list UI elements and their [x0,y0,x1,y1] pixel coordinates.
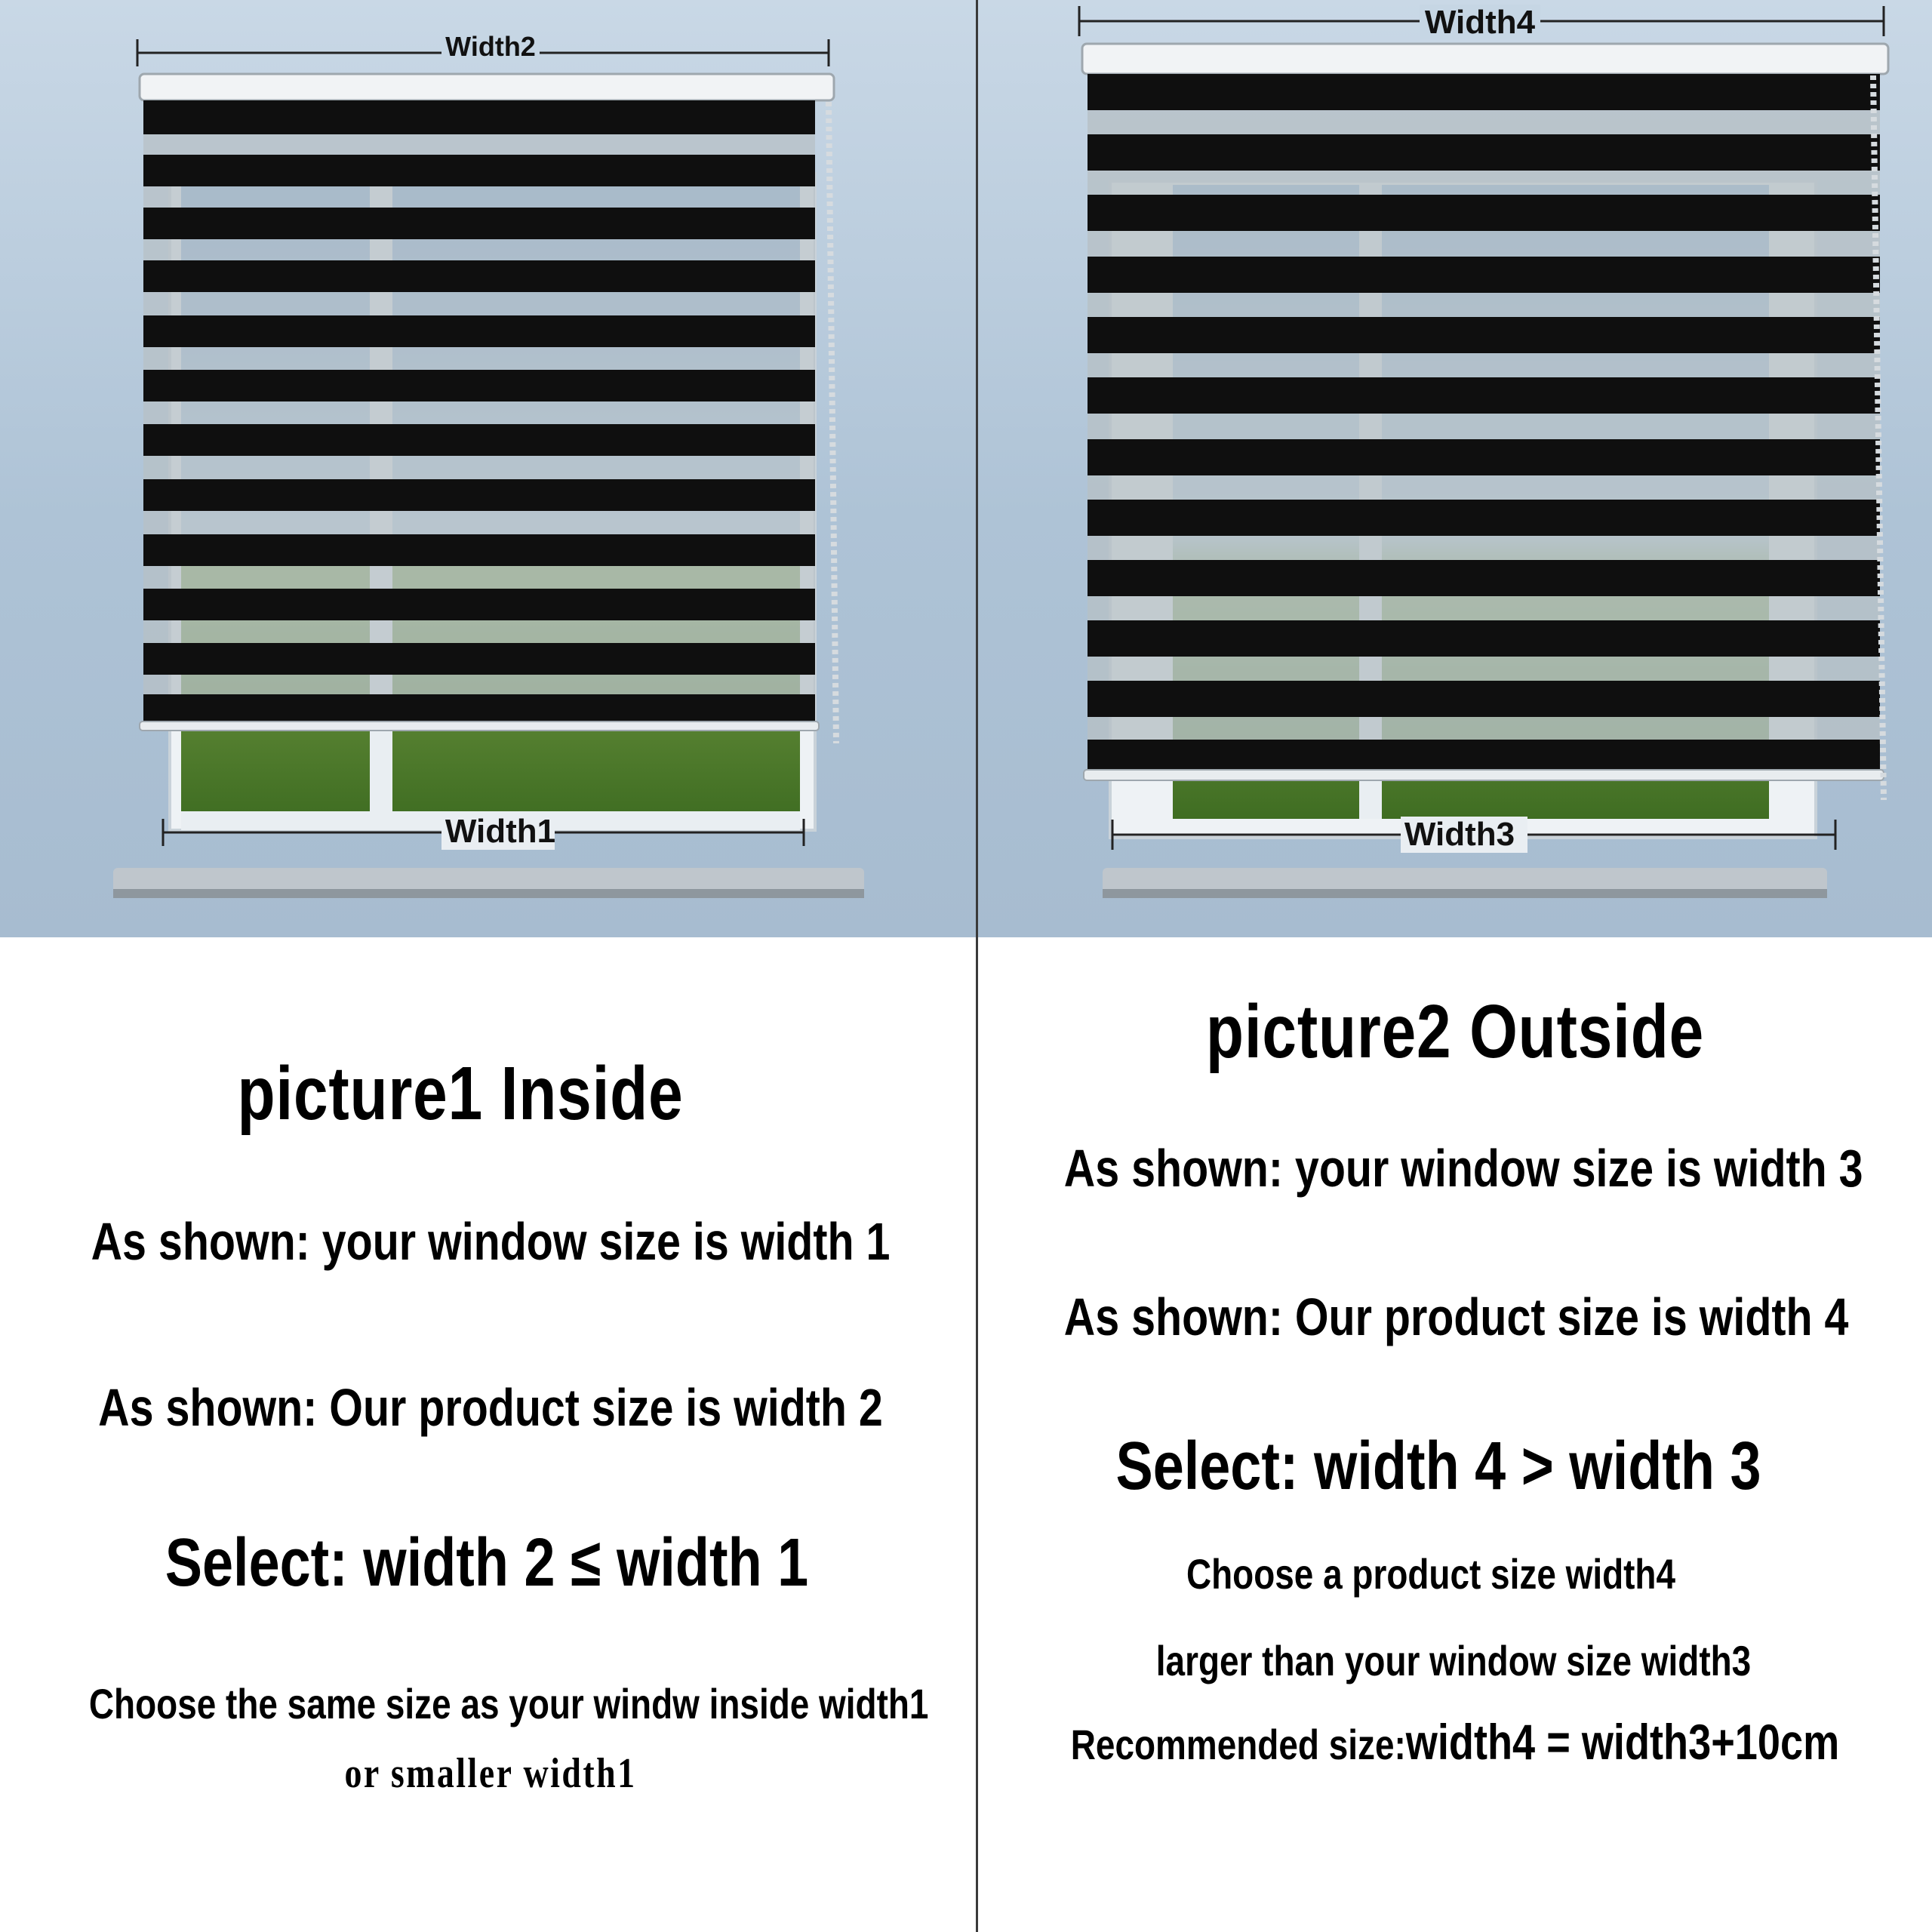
width2-label: Width2 [445,31,536,62]
inside-mount-illustration [0,0,976,937]
inside-mount-photo [0,0,976,937]
width3-label: Width3 [1404,816,1515,853]
right-heading: picture2 Outside [1205,989,1705,1074]
recommended-size-prefix: Recommended size: [1070,1721,1406,1768]
right-note-1: Choose a product size width4 [1186,1550,1676,1598]
right-recommended-size [1064,1713,1846,1770]
left-blind-stripes [140,100,819,731]
right-window-size-line: As shown: your window size is width 3 [1063,1139,1863,1198]
left-product-size-line: As shown: Our product size is width 2 [98,1378,883,1437]
left-select-rule: Select: width 2 ≤ width 1 [165,1525,809,1601]
left-note-1: Choose the same size as your windw inside width1 [88,1680,929,1727]
right-blind-stripes [1084,74,1884,780]
right-select-rule: Select: width 4 > width 3 [1115,1429,1761,1504]
left-note-2: or smaller width1 [344,1750,637,1797]
right-product-size-line: As shown: Our product size is width 4 [1063,1287,1849,1346]
right-note-2: larger than your window size width3 [1155,1637,1752,1684]
width1-label: Width1 [445,813,556,850]
panel-divider [976,0,978,1932]
left-window-size-line: As shown: your window size is width 1 [91,1212,891,1271]
outside-mount-illustration [978,0,1932,937]
outside-mount-photo [978,0,1932,937]
width4-label: Width4 [1424,4,1536,41]
recommended-size-formula: width4 = width3+10cm [1405,1714,1840,1770]
left-heading: picture1 Inside [237,1051,684,1136]
